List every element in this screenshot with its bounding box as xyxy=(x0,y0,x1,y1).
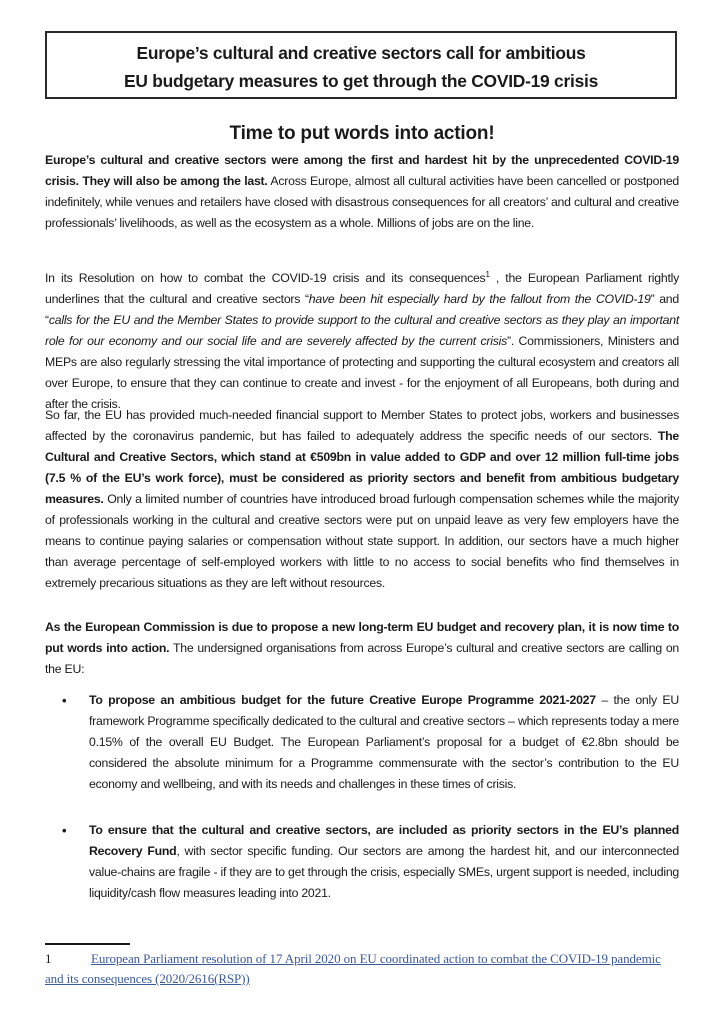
title-box xyxy=(45,31,677,99)
intro-bold: Europe’s cultural and creative sectors were among the first and hardest hit by the unprecedented COVID-19 crisis. They will also be among the last. xyxy=(45,153,679,188)
resolution-text-3: ” and “ xyxy=(45,292,679,327)
support-text-2: Only a limited number of countries have introduced broad furlough compensation schemes while the majority of professionals working in the cultural and creative sectors were put on unpaid leave as very few employers have the means to continue paying salaries or compensation without state support. In addition, our sectors have a much higher than average percentage of self-employed workers with little to no access to social benefits who find themselves in extremely precarious situations as they are left without resources. xyxy=(45,492,679,590)
resolution-text-2: , the European Parliament rightly underlines that the cultural and creative sectors “ xyxy=(45,271,679,306)
bullet-1-bold: To propose an ambitious budget for the future Creative Europe Programme 2021-2027 xyxy=(89,693,596,707)
bullet-item-creative-europe xyxy=(45,690,679,795)
bullet-item-recovery-fund xyxy=(45,820,679,904)
paragraph-intro xyxy=(45,150,679,234)
footnote-link[interactable]: European Parliament resolution of 17 April 2020 on EU coordinated action to combat the COVID-19 pandemic and its consequences (2020/2616(RSP)) xyxy=(45,951,661,986)
intro-text: Across Europe, almost all cultural activities have been cancelled or postponed indefinitely, while venues and retailers have closed with disastrous consequences for all creators’ and cultural and creative professionals’ livelihoods, as well as the ecosystem as a whole. Millions of jobs are on the line. xyxy=(45,174,680,230)
subtitle: Time to put words into action! xyxy=(229,123,495,144)
footnote-ref[interactable]: 1 xyxy=(485,269,490,279)
bullet-icon: • xyxy=(62,693,67,708)
call-text: The undersigned organisations from across Europe’s cultural and creative sectors are calling on the EU: xyxy=(45,641,679,676)
bullet-1-text: – the only EU framework Programme specifically dedicated to the cultural and creative sectors – which represents today a mere 0.15% of the overall EU Budget. The European Parliament’s proposal for a budget of €2.8bn should be considered the absolute minimum for a Programme commensurate with the sector’s contribution to the EU economy and wellbeing, and with its needs and challenges in these times of crisis. xyxy=(89,693,679,791)
bullet-2-bold: To ensure that the cultural and creative sectors, are included as priority sectors in the EU’s planned Recovery Fund xyxy=(89,823,679,858)
resolution-quote-2: calls for the EU and the Member States to provide support to the cultural and creative sectors as they play an important role for our economy and our social life and are severely affected by the current crisis xyxy=(45,313,679,348)
bullet-2-text: , with sector specific funding. Our sectors are among the hardest hit, and our interconnected value-chains are fragile - if they are to get through the crisis, especially SMEs, urgent support is needed, including liquidity/cash flow measures leading into 2021. xyxy=(89,844,679,900)
paragraph-resolution xyxy=(45,268,679,415)
footnote-number: 1 xyxy=(45,951,52,966)
title-line-1: Europe’s cultural and creative sectors call for ambitious xyxy=(136,43,586,63)
paragraph-support xyxy=(45,405,679,594)
title-line-2: EU budgetary measures to get through the COVID-19 crisis xyxy=(123,71,598,91)
support-text-1: So far, the EU has provided much-needed financial support to Member States to protect jobs, workers and businesses affected by the coronavirus pandemic, but has failed to adequately address the specific needs of our sectors. xyxy=(45,408,679,443)
call-bold: As the European Commission is due to propose a new long-term EU budget and recovery plan, it is now time to put words into action. xyxy=(45,620,679,655)
resolution-quote-1: have been hit especially hard by the fallout from the COVID-19 xyxy=(308,292,651,306)
support-bold: The Cultural and Creative Sectors, which stand at €509bn in value added to GDP and over 12 million full-time jobs (7.5 % of the EU’s work force), must be considered as priority sectors and benefit from ambitious budgetary measures. xyxy=(45,429,679,506)
paragraph-call xyxy=(45,617,679,680)
resolution-text-4: ”. Commissioners, Ministers and MEPs are also regularly stressing the vital importance of protecting and supporting the cultural ecosystem and creators all over Europe, to ensure that they can continue to create and invest - for the enjoyment of all Europeans, both during and after the crisis. xyxy=(45,334,679,411)
resolution-text-1: In its Resolution on how to combat the COVID-19 crisis and its consequences xyxy=(45,271,486,285)
footnote-separator xyxy=(45,943,130,945)
footnote xyxy=(45,949,681,989)
bullet-icon: • xyxy=(62,823,67,838)
